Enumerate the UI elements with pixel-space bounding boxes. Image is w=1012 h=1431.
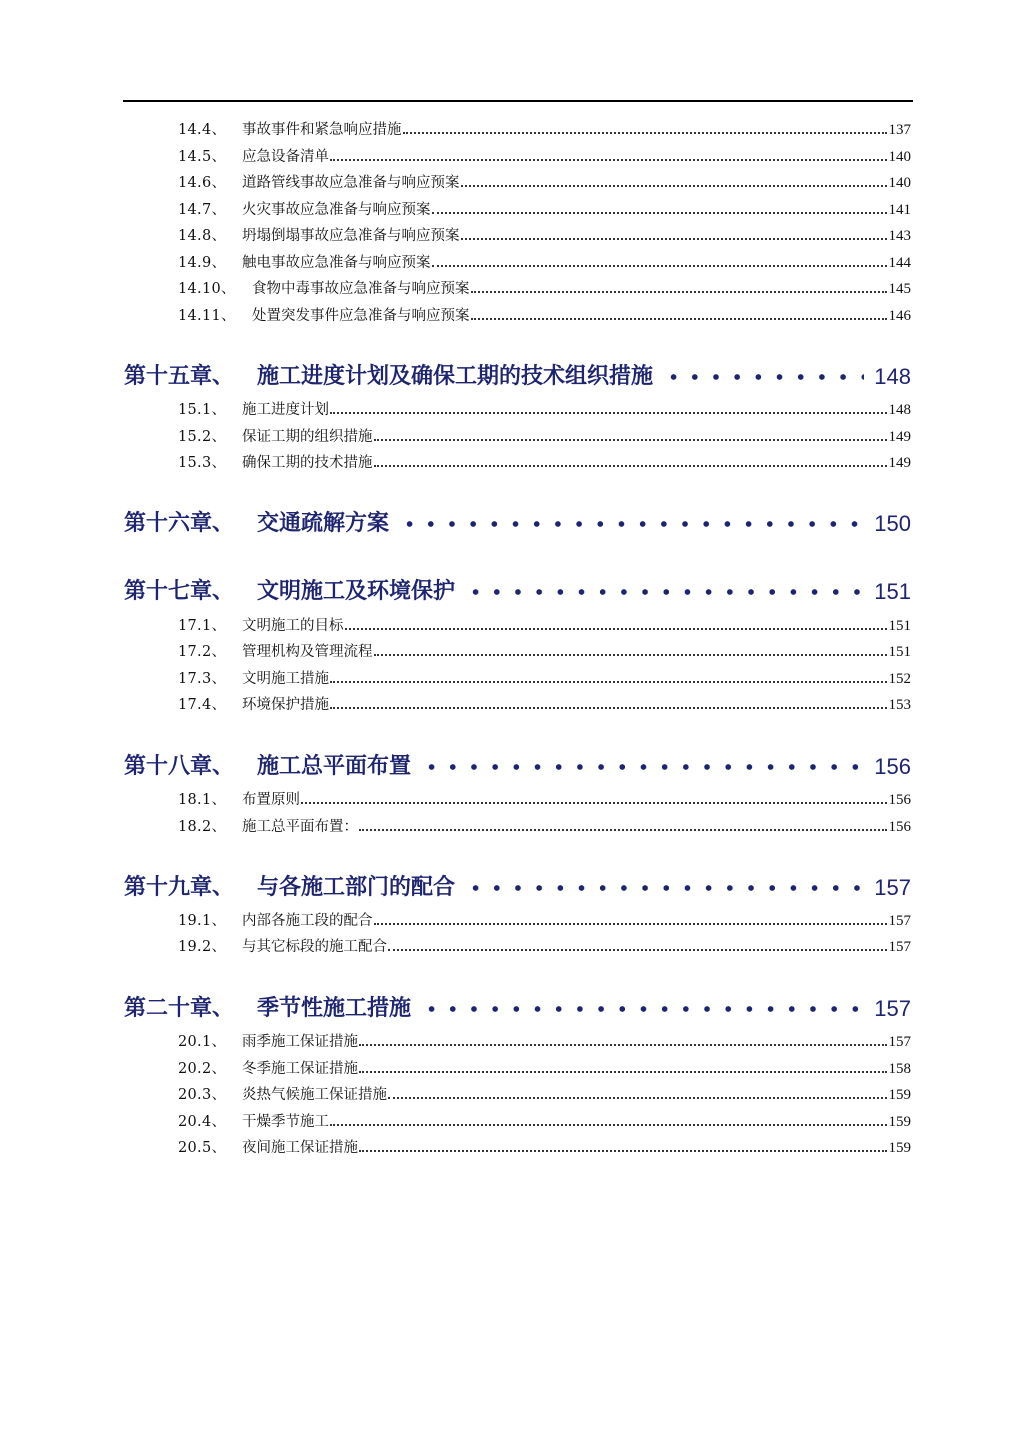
toc-entry-title: 布置原则 — [242, 792, 300, 808]
dot-leader — [421, 764, 864, 770]
dot-leader — [399, 521, 864, 527]
toc-entry-14-6[interactable] — [178, 170, 911, 192]
toc-entry-14-11[interactable] — [178, 303, 911, 325]
toc-entry-page: 146 — [888, 308, 911, 324]
toc-entry-14-8[interactable] — [178, 223, 911, 245]
toc-chapter-number: 第二十章、 — [124, 995, 235, 1021]
toc-entry-15-1[interactable] — [178, 397, 911, 419]
toc-entry-17-1[interactable] — [178, 613, 911, 635]
dot-leader — [421, 1006, 864, 1012]
toc-entry-title: 夜间施工保证措施 — [242, 1140, 358, 1156]
toc-entry-19-2[interactable] — [178, 934, 911, 956]
toc-entry-15-2[interactable] — [178, 424, 911, 446]
toc-entry-page: 148 — [888, 402, 911, 418]
toc-chapter-page: 150 — [874, 511, 911, 536]
dot-leader — [465, 885, 864, 891]
toc-entry-title: 食物中毒事故应急准备与响应预案 — [252, 281, 470, 297]
dot-leader — [663, 374, 864, 380]
toc-chapter-number: 第十九章、 — [124, 874, 235, 900]
toc-chapter-number: 第十七章、 — [124, 578, 235, 604]
toc-entry-page: 156 — [888, 792, 911, 808]
dot-leader — [359, 829, 887, 831]
toc-entry-20-3[interactable] — [178, 1082, 911, 1104]
dot-leader — [388, 1097, 887, 1099]
toc-entry-page: 141 — [888, 202, 911, 218]
toc-chapter-title: 交通疏解方案 — [257, 510, 390, 536]
toc-entry-number: 14.7、 — [178, 202, 227, 218]
toc-entry-number: 17.2、 — [178, 644, 227, 660]
toc-chapter-20[interactable] — [124, 988, 911, 1022]
dot-leader — [471, 318, 887, 320]
toc-chapter-number: 第十五章、 — [124, 363, 235, 389]
toc-entry-number: 18.1、 — [178, 792, 227, 808]
toc-entry-number: 15.1、 — [178, 402, 227, 418]
toc-entry-number: 17.3、 — [178, 671, 227, 687]
toc-entry-number: 19.1、 — [178, 913, 227, 929]
toc-entry-title: 施工总平面布置： — [242, 819, 358, 835]
toc-entry-number: 20.1、 — [178, 1034, 227, 1050]
toc-entry-page: 157 — [888, 1034, 911, 1050]
toc-entry-title: 事故事件和紧急响应措施 — [242, 122, 402, 138]
dot-leader — [345, 628, 887, 630]
toc-entry-title: 雨季施工保证措施 — [242, 1034, 358, 1050]
toc-entry-title: 保证工期的组织措施 — [242, 429, 373, 445]
toc-entry-20-1[interactable] — [178, 1029, 911, 1051]
toc-entry-14-9[interactable] — [178, 250, 911, 272]
toc-entry-page: 140 — [888, 149, 911, 165]
toc-entry-page: 149 — [888, 429, 911, 445]
dot-leader — [359, 1044, 887, 1046]
toc-entry-15-3[interactable] — [178, 450, 911, 472]
toc-entry-title: 文明施工的目标 — [242, 618, 344, 634]
dot-leader — [301, 802, 887, 804]
toc-entry-17-3[interactable] — [178, 666, 911, 688]
toc-entry-number: 15.3、 — [178, 455, 227, 471]
dot-leader — [330, 1124, 887, 1126]
toc-chapter-page: 156 — [874, 754, 911, 779]
toc-entry-page: 144 — [888, 255, 911, 271]
toc-entry-number: 14.6、 — [178, 175, 227, 191]
toc-entry-20-2[interactable] — [178, 1056, 911, 1078]
toc-entry-page: 151 — [888, 618, 911, 634]
toc-entry-page: 159 — [888, 1140, 911, 1156]
toc-entry-number: 14.9、 — [178, 255, 227, 271]
dot-leader — [359, 1150, 887, 1152]
toc-entry-page: 152 — [888, 671, 911, 687]
toc-entry-20-4[interactable] — [178, 1109, 911, 1131]
toc-chapter-title: 施工进度计划及确保工期的技术组织措施 — [257, 363, 654, 389]
toc-entry-number: 14.8、 — [178, 228, 227, 244]
toc-entry-14-4[interactable] — [178, 117, 911, 139]
toc-chapter-title: 施工总平面布置 — [257, 753, 412, 779]
toc-entry-19-1[interactable] — [178, 908, 911, 930]
toc-entry-14-7[interactable] — [178, 197, 911, 219]
toc-entry-title: 干燥季节施工 — [242, 1114, 329, 1130]
toc-chapter-page: 157 — [874, 875, 911, 900]
toc-entry-title: 触电事故应急准备与响应预案 — [242, 255, 431, 271]
toc-entry-page: 157 — [888, 913, 911, 929]
toc-entry-20-5[interactable] — [178, 1135, 911, 1157]
header-rule — [123, 100, 913, 102]
toc-entry-number: 14.11、 — [178, 308, 236, 324]
toc-entry-title: 处置突发事件应急准备与响应预案 — [252, 308, 470, 324]
toc-entry-17-2[interactable] — [178, 639, 911, 661]
dot-leader — [471, 291, 887, 293]
toc-entry-page: 140 — [888, 175, 911, 191]
toc-entry-title: 道路管线事故应急准备与响应预案 — [242, 175, 460, 191]
toc-entry-title: 应急设备清单 — [242, 149, 329, 165]
toc-entry-number: 20.5、 — [178, 1140, 227, 1156]
toc-entry-number: 20.2、 — [178, 1061, 227, 1077]
dot-leader — [374, 465, 887, 467]
toc-entry-number: 17.1、 — [178, 618, 227, 634]
dot-leader — [465, 589, 864, 595]
dot-leader — [461, 185, 887, 187]
toc-entry-page: 143 — [888, 228, 911, 244]
toc-chapter-19[interactable] — [124, 867, 911, 901]
toc-entry-title: 文明施工措施 — [242, 671, 329, 687]
toc-chapter-17[interactable] — [124, 571, 911, 605]
toc-chapter-18[interactable] — [124, 746, 911, 780]
toc-entry-17-4[interactable] — [178, 692, 911, 714]
toc-entry-title: 管理机构及管理流程 — [242, 644, 373, 660]
toc-entry-page: 158 — [888, 1061, 911, 1077]
toc-chapter-number: 第十八章、 — [124, 753, 235, 779]
toc-entry-number: 14.10、 — [178, 281, 236, 297]
dot-leader — [374, 923, 887, 925]
toc-entry-number: 17.4、 — [178, 697, 227, 713]
toc-entry-title: 确保工期的技术措施 — [242, 455, 373, 471]
toc-entry-page: 137 — [888, 122, 911, 138]
toc-entry-page: 159 — [888, 1114, 911, 1130]
dot-leader — [432, 212, 887, 214]
toc-chapter-title: 与各施工部门的配合 — [257, 874, 456, 900]
toc-entry-title: 火灾事故应急准备与响应预案 — [242, 202, 431, 218]
dot-leader — [330, 159, 887, 161]
toc-entry-14-10[interactable] — [178, 276, 911, 298]
dot-leader — [359, 1071, 887, 1073]
toc-chapter-page: 151 — [874, 579, 911, 604]
toc-entry-page: 157 — [888, 939, 911, 955]
toc-chapter-title: 文明施工及环境保护 — [257, 578, 456, 604]
toc-chapter-page: 157 — [874, 996, 911, 1021]
toc-entry-18-2[interactable] — [178, 814, 911, 836]
toc-entry-number: 18.2、 — [178, 819, 227, 835]
toc-entry-title: 内部各施工段的配合 — [242, 913, 373, 929]
toc-chapter-16[interactable] — [124, 503, 911, 537]
toc-entry-title: 炎热气候施工保证措施 — [242, 1087, 387, 1103]
toc-entry-title: 冬季施工保证措施 — [242, 1061, 358, 1077]
toc-entry-number: 20.3、 — [178, 1087, 227, 1103]
dot-leader — [330, 412, 887, 414]
toc-entry-number: 14.5、 — [178, 149, 227, 165]
toc-entry-title: 施工进度计划 — [242, 402, 329, 418]
toc-chapter-15[interactable] — [124, 356, 911, 390]
toc-entry-number: 19.2、 — [178, 939, 227, 955]
toc-entry-number: 15.2、 — [178, 429, 227, 445]
dot-leader — [461, 238, 887, 240]
toc-chapter-title: 季节性施工措施 — [257, 995, 412, 1021]
toc-entry-number: 14.4、 — [178, 122, 227, 138]
toc-entry-title: 坍塌倒塌事故应急准备与响应预案 — [242, 228, 460, 244]
toc-entry-page: 156 — [888, 819, 911, 835]
toc-entry-page: 151 — [888, 644, 911, 660]
toc-entry-page: 159 — [888, 1087, 911, 1103]
dot-leader — [374, 439, 887, 441]
dot-leader — [388, 949, 887, 951]
dot-leader — [330, 707, 887, 709]
toc-entry-title: 与其它标段的施工配合 — [242, 939, 387, 955]
toc-chapter-page: 148 — [874, 364, 911, 389]
dot-leader — [330, 681, 887, 683]
toc-entry-14-5[interactable] — [178, 144, 911, 166]
toc-entry-title: 环境保护措施 — [242, 697, 329, 713]
toc-entry-18-1[interactable] — [178, 787, 911, 809]
dot-leader — [403, 132, 887, 134]
toc-entry-page: 153 — [888, 697, 911, 713]
toc-entry-number: 20.4、 — [178, 1114, 227, 1130]
toc-entry-page: 149 — [888, 455, 911, 471]
toc-chapter-number: 第十六章、 — [124, 510, 235, 536]
dot-leader — [432, 265, 887, 267]
dot-leader — [374, 654, 887, 656]
toc-entry-page: 145 — [888, 281, 911, 297]
